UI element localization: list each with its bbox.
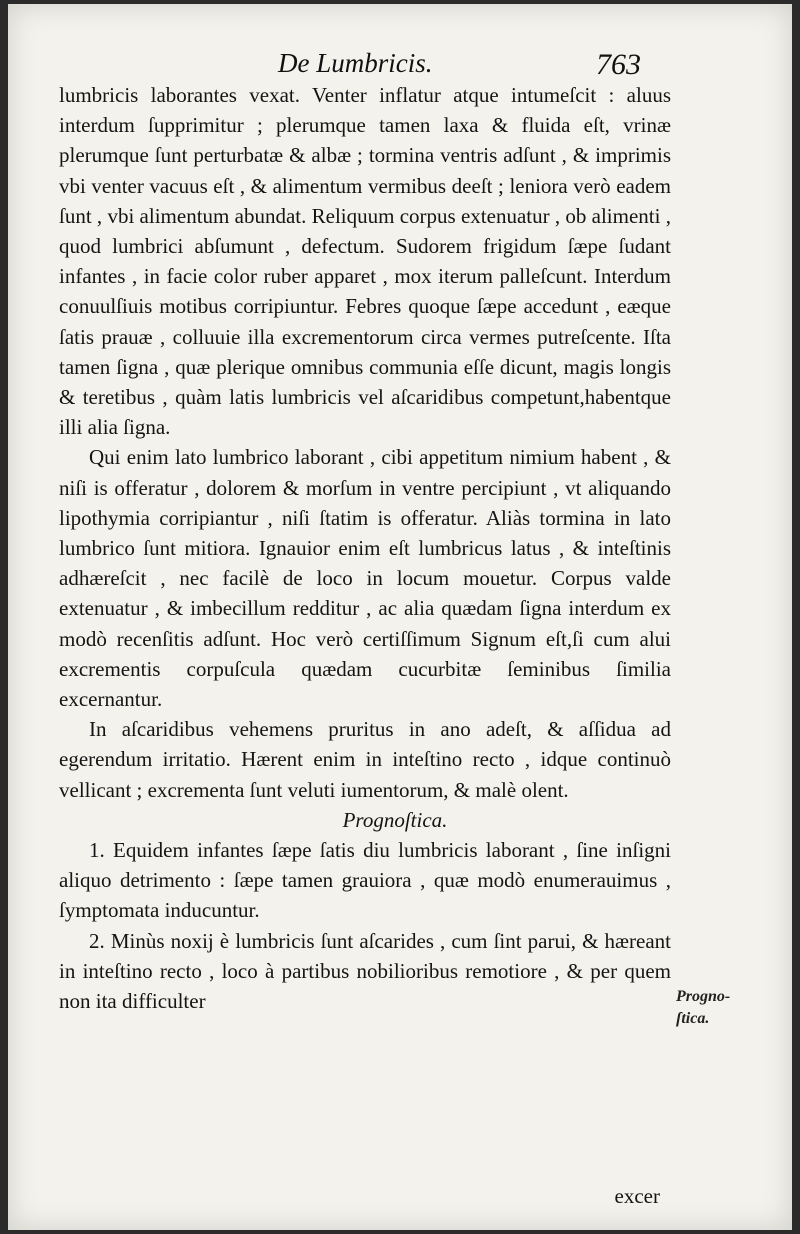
page-header: [8, 44, 792, 84]
main-text-block: [59, 80, 671, 1016]
book-page: [8, 4, 792, 1230]
paragraph-5: 2. Minùs noxij è lumbricis ſunt aſcarides , cum ſint parui, & hæreant in inteſtino recto , loco à partibus nobilioribus remotiore , & per quem non ita difficulter: [59, 928, 671, 1014]
paragraph-2: Qui enim lato lumbrico laborant , cibi appetitum nimium habent , & niſi is offeratur , dolorem & morſum in ventre percipiunt , vt aliquando lipothymia corripiantur , niſi ſtatim is offeratur. Aliàs tormina in lato lumbrico ſunt mitiora. Ignauior enim eſt lumbricus latus , & inteſtinis adhæreſcit , nec facilè de loco in locum mouetur. Corpus valde extenuatur , & imbecillum redditur , ac alia quædam ſigna interdum ex modò recenſitis adſunt. Hoc verò certiſſimum Signum eſt,ſi cum alui excrementis corpuſcula quædam cucurbitæ ſeminibus ſimilia excernantur.: [59, 445, 671, 712]
running-title: De Lumbricis.: [278, 48, 433, 78]
paragraph-3: In aſcaridibus vehemens pruritus in ano adeſt, & aſſidua ad egerendum irritatio. Hærent enim in inteſtino recto , idque continuò vellicant ; excrementa ſunt veluti iumentorum, & malè olent.: [59, 717, 671, 802]
marginal-note-line-1: Progno-: [676, 988, 731, 1005]
paragraph-1: lumbricis laborantes vexat. Venter inflatur atque intumeſcit : aluus interdum ſupprimitur ; plerumque tamen laxa & fluida eſt, vrinæ plerumque ſunt perturbatæ & albæ ; tormina ventris adſunt , & imprimis vbi venter vacuus eſt , & alimentum vermibus deeſt ; leniora verò eadem ſunt , vbi alimentum abundat. Reliquum corpus extenuatur , ob alimenti , quod lumbrici abſumunt , defectum. Sudorem frigidum ſæpe ſudant infantes , in facie color ruber apparet , mox iterum palleſcunt. Interdum conuulſiuis motibus corripiuntur. Febres quoque ſæpe accedunt , eæque ſatis prauæ , colluuie illa excrementorum circa vermes putreſcente. Iſta tamen ſigna , quæ plerique omnibus communia eſſe dicunt, magis longis & teretibus , quàm latis lumbricis vel aſcaridibus competunt,habentque illi alia ſigna.: [59, 83, 671, 440]
catchword: excer: [614, 1184, 660, 1208]
marginal-note-line-2: ſtica.: [676, 1010, 710, 1027]
section-heading: Prognoſtica.: [342, 807, 448, 832]
page-number: 763: [596, 48, 641, 81]
paragraph-4: 1. Equidem infantes ſæpe ſatis diu lumbricis laborant , ſine inſigni aliquo detrimento : ſæpe tamen grauiora , quæ modò enumerauimus , ſymptomata inducuntur.: [59, 838, 671, 923]
marginal-note: [676, 986, 766, 1030]
